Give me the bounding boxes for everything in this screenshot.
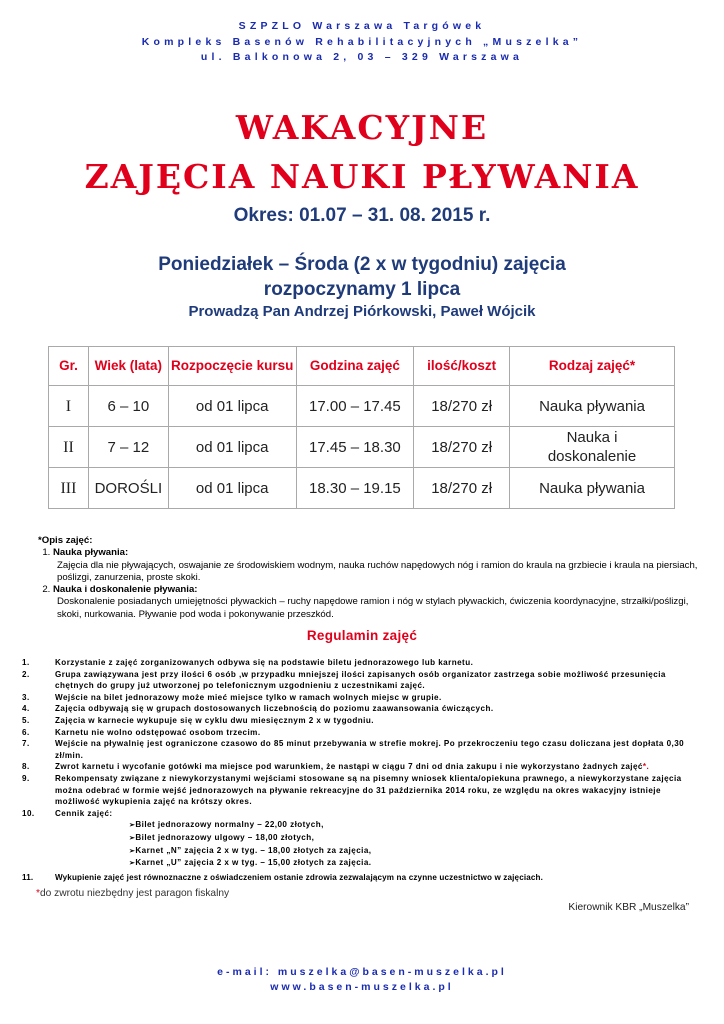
rule-number: 4. [22,704,30,714]
table-row [49,386,675,427]
table-cell: Nauka i doskonalenie [510,427,675,468]
table-cell: DOROŚLI [88,468,168,509]
footnote-mark: * [36,888,40,899]
rule-number: 10. [22,808,35,818]
header-line-1: SZPZLO Warszawa Targówek [238,20,486,32]
footer-email[interactable]: e-mail: muszelka@basen-muszelka.pl [217,966,507,978]
rule-number: 1. [22,658,30,667]
rule-item [22,738,692,761]
rule-text: Wykupienie zajęć jest równoznaczne z oświadczeniem ostanie zdrowia zezwalającym na czynne uczestnictwo w zajęciach. [55,872,544,882]
table-cell: Nauka pływania [510,386,675,427]
schedule-table [48,346,675,509]
table-cell: od 01 lipca [168,386,296,427]
rule-item [22,657,692,669]
table-cell: 18/270 zł [414,468,510,509]
table-header: Rozpoczęcie kursu [168,347,296,386]
table-header: ilość/koszt [414,347,510,386]
table-cell: od 01 lipca [168,427,296,468]
arrow-bullet-icon: ➢ [129,822,136,830]
price-text: Karnet „U” zajęcia 2 x w tyg. – 15,00 złotych za zajęcia. [135,858,372,868]
table-cell: 17.00 – 17.45 [296,386,414,427]
header-line-3: ul. Balkonowa 2, 03 – 329 Warszawa [200,51,524,63]
table-header: Wiek (lata) [88,347,168,386]
rule-number: 8. [22,762,30,772]
title-line-2: ZAJĘCIA NAUKI PŁYWANIA [84,157,640,196]
table-header-row [49,347,675,386]
price-text: Karnet „N” zajęcia 2 x w tyg. – 18,00 złotych za zajęcia, [135,845,372,855]
rule-item [22,692,692,704]
footer-website[interactable]: www.basen-muszelka.pl [270,981,454,993]
table-cell: 18/270 zł [414,427,510,468]
rule-number: 5. [22,715,30,725]
price-text: Bilet jednorazowy normalny – 22,00 złotych, [135,820,324,830]
table-cell: 7 – 12 [88,427,168,468]
rule-text: Cennik zajęć: [55,808,113,818]
rule-number: 11. [22,872,34,882]
period: Okres: 01.07 – 31. 08. 2015 r. [233,205,491,226]
rule-number: 3. [22,692,30,702]
rule-text: Rekompensaty związane z niewykorzystanymi wejściami stosowane są na pisemny wniosek klienta/opiekuna prawnego, a niewykorzystane zajęcia można odebrać w formie wejść jednorazowych na pływanie rekreacyjne do 31 października 2014 roku, ze względu na okres wakacyjny istnieje możliwość wykupienia zajęć na krótszy okres. [55,773,682,807]
description-item [53,547,698,584]
rule-text: Karnetu nie wolno odstępować osobom trzecim. [55,727,261,737]
rule-text: Zajęcia odbywają się w grupach dostosowanych liczebnością do poziomu zaawansowania ćwiczących. [55,704,494,714]
table-header: Godzina zajęć [296,347,414,386]
table-cell: III [49,468,89,509]
description-title: Nauka i doskonalenie pływania: [53,584,198,596]
receipt-note [36,888,229,899]
rule-text: Zajęcia w karnecie wykupuje się w cyklu dwu miesięcznym 2 x w tygodniu. [55,715,374,725]
header-line-2: Kompleks Basenów Rehabilitacyjnych „Muszelka” [141,36,583,48]
price-text: Bilet jednorazowy ulgowy – 18,00 złotych, [135,832,315,842]
footnote-mark: *. [642,762,650,772]
price-item [55,819,692,832]
rule-text: Korzystanie z zajęć zorganizowanych odbywa się na podstawie biletu jednorazowego lub karnetu. [55,658,474,667]
rules-list [22,657,692,883]
days-line-2: rozpoczynamy 1 lipca [263,279,461,300]
description-text: Doskonalenie posiadanych umiejętności pływackich – ruchy napędowe ramion i nóg w stylach pływackich, ćwiczenia koordynacyjne, strzałki/poślizgi, skoki, nurkowania. Pływanie pod woda i pokonywanie przeszkód. [57,596,689,620]
arrow-bullet-icon: ➢ [129,834,136,842]
rule-item [22,703,692,715]
table-row [49,427,675,468]
table-row [49,468,675,509]
table-cell: I [49,386,89,427]
rule-number: 2. [22,669,30,679]
rule-item [22,715,692,727]
rule-text: Wejście na pływalnię jest ograniczone czasowo do 85 minut przebywania w strefie mokrej. Po przekroczeniu tego czasu doliczana jest dopłata 0,30 zł/min. [55,739,685,760]
table-cell: II [49,427,89,468]
table-cell: 17.45 – 18.30 [296,427,414,468]
rules-title: Regulamin zajęć [306,628,418,643]
rule-item [22,773,692,808]
description-text: Zajęcia dla nie pływających, oswajanie ze środowiskiem wodnym, nauka ruchów napędowych nóg i ramion do kraula na grzbiecie i kraula na piersiach, poślizgi, zanurzenia, proste skoki. [57,559,698,583]
instructors: Prowadzą Pan Andrzej Piórkowski, Paweł Wójcik [188,303,536,320]
rule-text: Zwrot karnetu i wycofanie gotówki ma miejsce pod warunkiem, że nastąpi w ciągu 7 dni od dnia zakupu i nie wykorzystano żadnych zajęć [55,762,643,772]
description-item [53,584,698,621]
arrow-bullet-icon: ➢ [129,847,136,855]
price-item [55,832,692,845]
price-item [55,857,692,870]
rule-item [22,669,692,692]
table-cell: 6 – 10 [88,386,168,427]
rule-item [22,872,692,884]
days-line-1: Poniedziałek – Środa (2 x w tygodniu) zajęcia [158,254,566,275]
table-cell: Nauka pływania [510,468,675,509]
table-cell: 18/270 zł [414,386,510,427]
rule-number: 9. [22,773,30,783]
class-descriptions [38,535,698,621]
title-line-1: WAKACYJNE [235,108,489,147]
rule-item [22,808,692,870]
descriptions-heading: *Opis zajęć: [38,535,93,546]
receipt-note-text: do zwrotu niezbędny jest paragon fiskalny [39,888,230,899]
signature: Kierownik KBR „Muszelka” [568,902,689,913]
rule-item [22,727,692,739]
description-title: Nauka pływania: [53,547,129,559]
table-header: Gr. [49,347,89,386]
rule-number: 6. [22,727,30,737]
table-cell: od 01 lipca [168,468,296,509]
arrow-bullet-icon: ➢ [129,860,136,868]
table-header: Rodzaj zajęć* [510,347,675,386]
rule-text: Grupa zawiązywana jest przy ilości 6 osób ,w przypadku mniejszej ilości zapisanych osób organizator zastrzega sobie możliwość przesunięcia chętnych do grupy już utworzonej po telefonicznym uzgodnieniu z uczestnikami zajęć. [55,669,666,691]
price-item [55,845,692,858]
rule-number: 7. [22,739,30,749]
rule-item [22,761,692,773]
rule-text: Wejście na bilet jednorazowy może mieć miejsce tylko w ramach wolnych miejsc w grupie. [55,692,442,702]
table-cell: 18.30 – 19.15 [296,468,414,509]
